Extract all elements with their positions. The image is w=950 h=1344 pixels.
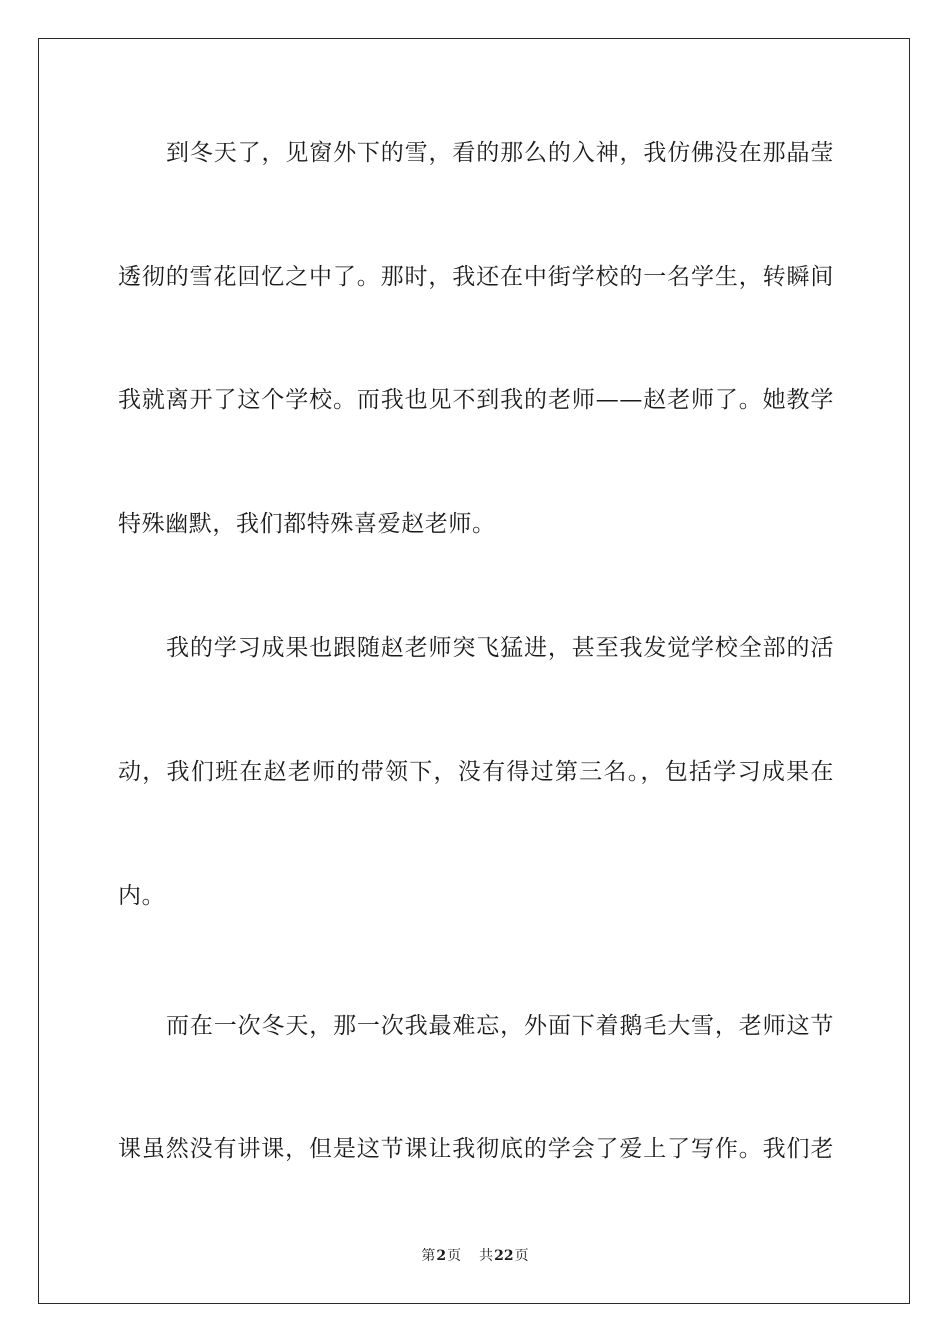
total-pages: 22: [494, 1248, 514, 1264]
paragraph-2-line-1: 我的学习成果也跟随赵老师突飞猛进，甚至我发觉学校全部的活: [166, 635, 834, 661]
paragraph-2-line-3: 内。: [118, 883, 166, 909]
page-number-prefix: 第: [421, 1248, 436, 1264]
paragraph-1-line-4: 特殊幽默，我们都特殊喜爱赵老师。: [118, 511, 496, 537]
paragraph-3-line-2: 课虽然没有讲课，但是这节课让我彻底的学会了爱上了写作。我们老: [118, 1136, 834, 1162]
page-border: [38, 38, 910, 1304]
total-pages-suffix: 页: [514, 1248, 529, 1264]
page-number: 2: [436, 1248, 447, 1264]
page-footer: [0, 1246, 950, 1266]
paragraph-2-line-2: 动，我们班在赵老师的带领下，没有得过第三名。，包括学习成果在: [118, 759, 834, 785]
paragraph-1-line-1: 到冬天了，见窗外下的雪，看的那么的入神，我仿佛没在那晶莹: [166, 140, 834, 166]
page-number-suffix: 页: [447, 1248, 462, 1264]
paragraph-1-line-3: 我就离开了这个学校。而我也见不到我的老师——赵老师了。她教学: [118, 387, 834, 413]
total-pages-prefix: 共: [479, 1248, 494, 1264]
paragraph-3-line-1: 而在一次冬天，那一次我最难忘，外面下着鹅毛大雪，老师这节: [166, 1013, 834, 1039]
paragraph-1-line-2: 透彻的雪花回忆之中了。那时，我还在中街学校的一名学生，转瞬间: [118, 264, 834, 290]
